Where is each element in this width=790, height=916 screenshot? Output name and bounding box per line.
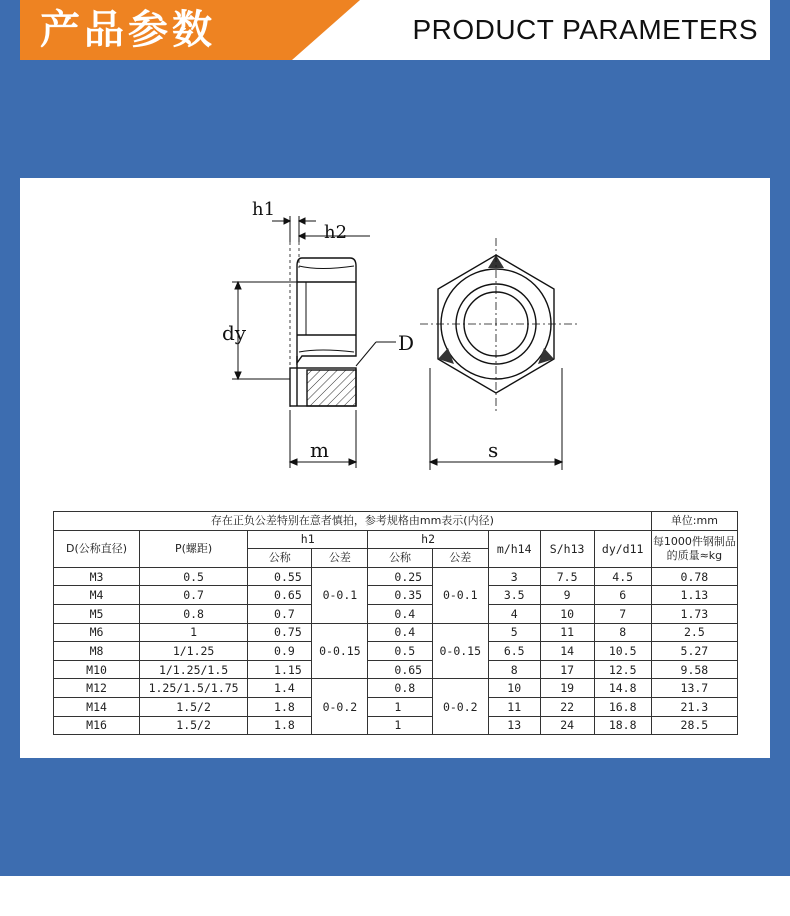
cell-m: 4 bbox=[488, 604, 540, 623]
cell-p: 0.5 bbox=[140, 567, 248, 586]
cell-h1-tolerance: 0-0.15 bbox=[312, 623, 368, 679]
cell-h1-tolerance: 0-0.2 bbox=[312, 679, 368, 735]
cell-dy: 7 bbox=[594, 604, 651, 623]
cell-s: 17 bbox=[540, 660, 594, 679]
label-dy: dy bbox=[222, 321, 247, 345]
header-d: D(公称直径) bbox=[54, 530, 140, 567]
cell-mass: 1.13 bbox=[651, 586, 737, 605]
header-h1-nominal: 公称 bbox=[248, 549, 312, 568]
cell-h2: 0.4 bbox=[368, 623, 432, 642]
cell-mass: 28.5 bbox=[651, 716, 737, 735]
dimension-h1 bbox=[272, 216, 316, 242]
cell-h2-tolerance: 0-0.1 bbox=[432, 567, 488, 623]
cell-h1: 0.7 bbox=[248, 604, 312, 623]
cell-p: 0.8 bbox=[140, 604, 248, 623]
header-m: m/h14 bbox=[488, 530, 540, 567]
cell-dy: 16.8 bbox=[594, 697, 651, 716]
cell-d: M6 bbox=[54, 623, 140, 642]
cell-h1: 1.15 bbox=[248, 660, 312, 679]
cell-h1: 0.65 bbox=[248, 586, 312, 605]
cell-h2: 0.8 bbox=[368, 679, 432, 698]
label-h2: h2 bbox=[324, 222, 348, 243]
cell-m: 11 bbox=[488, 697, 540, 716]
cell-s: 22 bbox=[540, 697, 594, 716]
cell-d: M12 bbox=[54, 679, 140, 698]
cell-m: 5 bbox=[488, 623, 540, 642]
nut-side-view bbox=[290, 242, 356, 410]
cell-h1: 1.4 bbox=[248, 679, 312, 698]
cell-p: 1.5/2 bbox=[140, 716, 248, 735]
cell-h2: 1 bbox=[368, 716, 432, 735]
cell-h1: 1.8 bbox=[248, 697, 312, 716]
parameter-panel bbox=[20, 178, 770, 758]
cell-s: 14 bbox=[540, 642, 594, 661]
cell-h2: 0.35 bbox=[368, 586, 432, 605]
cell-h1-tolerance: 0-0.1 bbox=[312, 567, 368, 623]
cell-s: 19 bbox=[540, 679, 594, 698]
cell-d: M14 bbox=[54, 697, 140, 716]
table-note: 存在正负公差特别在意者慎拍，参考规格由mm表示(内径) bbox=[54, 512, 652, 531]
label-s: s bbox=[488, 438, 499, 462]
cell-h2: 1 bbox=[368, 697, 432, 716]
cell-mass: 1.73 bbox=[651, 604, 737, 623]
cell-s: 24 bbox=[540, 716, 594, 735]
header-title-cn: 产品参数 bbox=[40, 7, 216, 53]
cell-mass: 21.3 bbox=[651, 697, 737, 716]
table-row bbox=[54, 697, 738, 716]
cell-h1: 0.75 bbox=[248, 623, 312, 642]
cell-mass: 2.5 bbox=[651, 623, 737, 642]
cell-d: M10 bbox=[54, 660, 140, 679]
cell-d: M5 bbox=[54, 604, 140, 623]
label-h1: h1 bbox=[252, 199, 276, 220]
cell-dy: 18.8 bbox=[594, 716, 651, 735]
table-row bbox=[54, 623, 738, 642]
section-header bbox=[20, 0, 770, 60]
cell-p: 1/1.25 bbox=[140, 642, 248, 661]
cell-m: 10 bbox=[488, 679, 540, 698]
leader-D bbox=[356, 342, 396, 366]
table-row bbox=[54, 716, 738, 735]
cell-dy: 8 bbox=[594, 623, 651, 642]
cell-m: 13 bbox=[488, 716, 540, 735]
header-s: S/h13 bbox=[540, 530, 594, 567]
label-D: D bbox=[398, 331, 415, 355]
cell-p: 1.5/2 bbox=[140, 697, 248, 716]
table-row bbox=[54, 586, 738, 605]
cell-s: 9 bbox=[540, 586, 594, 605]
spec-table bbox=[53, 511, 738, 735]
cell-h1: 1.8 bbox=[248, 716, 312, 735]
header-h2-tolerance: 公差 bbox=[432, 549, 488, 568]
cell-dy: 14.8 bbox=[594, 679, 651, 698]
header-h1-tolerance: 公差 bbox=[312, 549, 368, 568]
table-row bbox=[54, 660, 738, 679]
nut-technical-drawing bbox=[20, 178, 770, 498]
cell-h2: 0.65 bbox=[368, 660, 432, 679]
cell-s: 7.5 bbox=[540, 567, 594, 586]
cell-h2: 0.25 bbox=[368, 567, 432, 586]
cell-h1: 0.9 bbox=[248, 642, 312, 661]
label-m: m bbox=[310, 438, 329, 462]
cell-m: 6.5 bbox=[488, 642, 540, 661]
table-note-row bbox=[54, 512, 738, 531]
cell-d: M8 bbox=[54, 642, 140, 661]
cell-d: M3 bbox=[54, 567, 140, 586]
header-mass: 每1000件钢制品的质量≈kg bbox=[651, 530, 737, 567]
cell-h2: 0.4 bbox=[368, 604, 432, 623]
table-row bbox=[54, 567, 738, 586]
table-header-row bbox=[54, 530, 738, 549]
cell-dy: 6 bbox=[594, 586, 651, 605]
cell-dy: 4.5 bbox=[594, 567, 651, 586]
cell-p: 0.7 bbox=[140, 586, 248, 605]
cell-p: 1.25/1.5/1.75 bbox=[140, 679, 248, 698]
cell-h2-tolerance: 0-0.2 bbox=[432, 679, 488, 735]
cell-m: 3 bbox=[488, 567, 540, 586]
cell-p: 1 bbox=[140, 623, 248, 642]
nut-top-view bbox=[420, 238, 580, 413]
cell-mass: 5.27 bbox=[651, 642, 737, 661]
cell-mass: 0.78 bbox=[651, 567, 737, 586]
table-row bbox=[54, 679, 738, 698]
header-h2: h2 bbox=[368, 530, 488, 549]
header-h2-nominal: 公称 bbox=[368, 549, 432, 568]
cell-m: 3.5 bbox=[488, 586, 540, 605]
cell-s: 10 bbox=[540, 604, 594, 623]
header-h1: h1 bbox=[248, 530, 368, 549]
cell-d: M16 bbox=[54, 716, 140, 735]
cell-p: 1/1.25/1.5 bbox=[140, 660, 248, 679]
cell-m: 8 bbox=[488, 660, 540, 679]
header-p: P(螺距) bbox=[140, 530, 248, 567]
cell-h2-tolerance: 0-0.15 bbox=[432, 623, 488, 679]
cell-dy: 12.5 bbox=[594, 660, 651, 679]
table-unit: 单位:mm bbox=[651, 512, 737, 531]
cell-dy: 10.5 bbox=[594, 642, 651, 661]
cell-h1: 0.55 bbox=[248, 567, 312, 586]
cell-h2: 0.5 bbox=[368, 642, 432, 661]
header-title-en: PRODUCT PARAMETERS bbox=[412, 14, 758, 45]
cell-mass: 13.7 bbox=[651, 679, 737, 698]
table-row bbox=[54, 604, 738, 623]
table-row bbox=[54, 642, 738, 661]
header-dy: dy/d11 bbox=[594, 530, 651, 567]
cell-d: M4 bbox=[54, 586, 140, 605]
cell-mass: 9.58 bbox=[651, 660, 737, 679]
cell-s: 11 bbox=[540, 623, 594, 642]
